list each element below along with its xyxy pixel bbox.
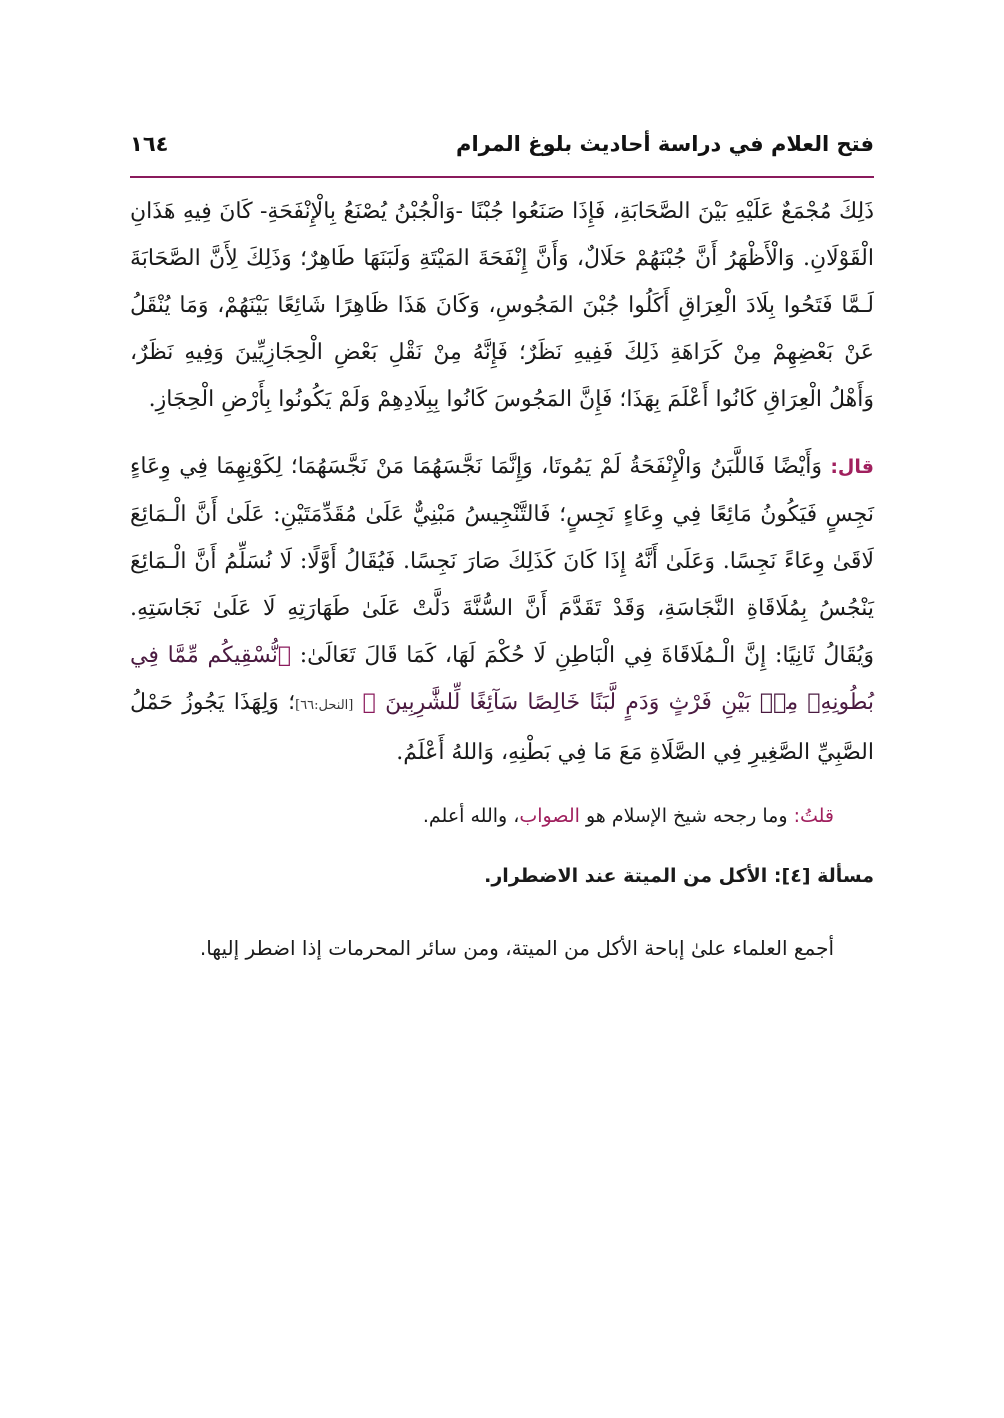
quran-open-bracket: ﴿ xyxy=(277,643,292,668)
note-label: قلتُ: xyxy=(793,805,834,827)
note-text-2: ، والله أعلم. xyxy=(422,805,520,827)
quran-reference: [النحل:٦٦] xyxy=(295,698,354,713)
issue-heading: مسألة [٤]: الأكل من الميتة عند الاضطرار. xyxy=(484,865,874,887)
paragraph-consensus: أجمع العلماء علىٰ إباحة الأكل من الميتة، ومن سائر المحرمات إذا اضطر إليها. xyxy=(199,936,834,960)
page-number: ١٦٤ xyxy=(130,132,169,156)
header-divider xyxy=(130,176,874,178)
qala-text: وَأَيْضًا فَاللَّبَنُ وَالْإِنْفَحَةُ لَمْ يَمُوتَا، وَإِنَّمَا نَجَّسَهُمَا مَنْ نَجَّسَهُمَا؛ لِكَوْنِهِمَا فِي وِعَاءٍ نَجِسٍ فَيَكُونُ مَائِعًا فِي وِعَاءٍ نَجِسٍ؛ فَالتَّنْجِيسُ مَبْنِيٌّ عَلَىٰ مُقَدِّمَتَيْنِ: عَلَىٰ أَنَّ الْـمَائِعَ لَاقَىٰ وِعَاءً نَجِسًا. وَعَلَىٰ أَنَّهُ إِذَا كَانَ كَذَلِكَ صَارَ نَجِسًا. فَيُقَالُ أَوَّلًا: لَا نُسَلِّمُ أَنَّ الْـمَائِعَ يَنْجُسُ بِمُلَاقَاةِ النَّجَاسَةِ، وَقَدْ تَقَدَّمَ أَنَّ السُّنَّةَ دَلَّتْ عَلَىٰ طَهَارَتِهِ لَا عَلَىٰ نَجَاسَتِهِ. وَيُقَالُ ثَانِيًا: إِنَّ الْـمُلَاقَاةَ فِي الْبَاطِنِ لَا حُكْمَ لَهَا، كَمَا قَالَ تَعَالَىٰ: xyxy=(130,454,874,668)
quran-text: نُّسْقِيكُم مِّمَّا فِي بُطُونِهِۦ مِنۢ بَيْنِ فَرْثٍ وَدَمٍ لَّبَنًا خَالِصًا سَآئِغًا لِّلشَّٰرِبِينَ xyxy=(130,643,875,715)
paragraph-jubn-ruling: ذَلِكَ مُجْمَعٌ عَلَيْهِ بَيْنَ الصَّحَابَةِ، فَإِذَا صَنَعُوا جُبْنًا -وَالْجُبْنُ يُصْنَعُ بِالْإِنْفَحَةِ- كَانَ فِيهِ هَذَانِ الْقَوْلَانِ. وَالْأَظْهَرُ أَنَّ جُبْنَهُمْ حَلَالٌ، وَأَنَّ إِنْفَحَةَ المَيْتَةِ وَلَبَنَهَا طَاهِرٌ؛ وَذَلِكَ لِأَنَّ الصَّحَابَةَ لَـمَّا فَتَحُوا بِلَادَ الْعِرَاقِ أَكَلُوا جُبْنَ المَجُوسِ، وَكَانَ هَذَا ظَاهِرًا شَائِعًا بَيْنَهُمْ، وَمَا يُنْقَلُ عَنْ بَعْضِهِمْ مِنْ كَرَاهَةِ ذَلِكَ فَفِيهِ نَظَرٌ؛ فَإِنَّهُ مِنْ نَقْلِ بَعْضِ الْحِجَازِيِّينَ وَفِيهِ نَظَرٌ، وَأَهْلُ الْعِرَاقِ كَانُوا أَعْلَمَ بِهَذَا؛ فَإِنَّ المَجُوسَ كَانُوا بِبِلَادِهِمْ وَلَمْ يَكُونُوا بِأَرْضِ الْحِجَازِ. xyxy=(130,199,874,412)
book-title: فتح العلام في دراسة أحاديث بلوغ المرام xyxy=(456,132,874,156)
qala-conclusion: ؛ وَلِهَذَا يَجُوزُ حَمْلُ الصَّبِيِّ الصَّغِيرِ فِي الصَّلَاةِ مَعَ مَا فِي بَطْنِهِ، وَاللهُ أَعْلَمُ. xyxy=(130,690,874,765)
page-header xyxy=(130,132,874,172)
author-note xyxy=(130,796,874,836)
quran-close-bracket: ﴾ xyxy=(362,690,376,715)
note-text-1: وما رجحه شيخ الإسلام هو xyxy=(579,805,794,827)
note-accent: الصواب xyxy=(519,805,580,827)
page-body xyxy=(130,188,874,980)
paragraph-qala xyxy=(130,443,874,776)
qala-label: قال: xyxy=(830,456,874,478)
